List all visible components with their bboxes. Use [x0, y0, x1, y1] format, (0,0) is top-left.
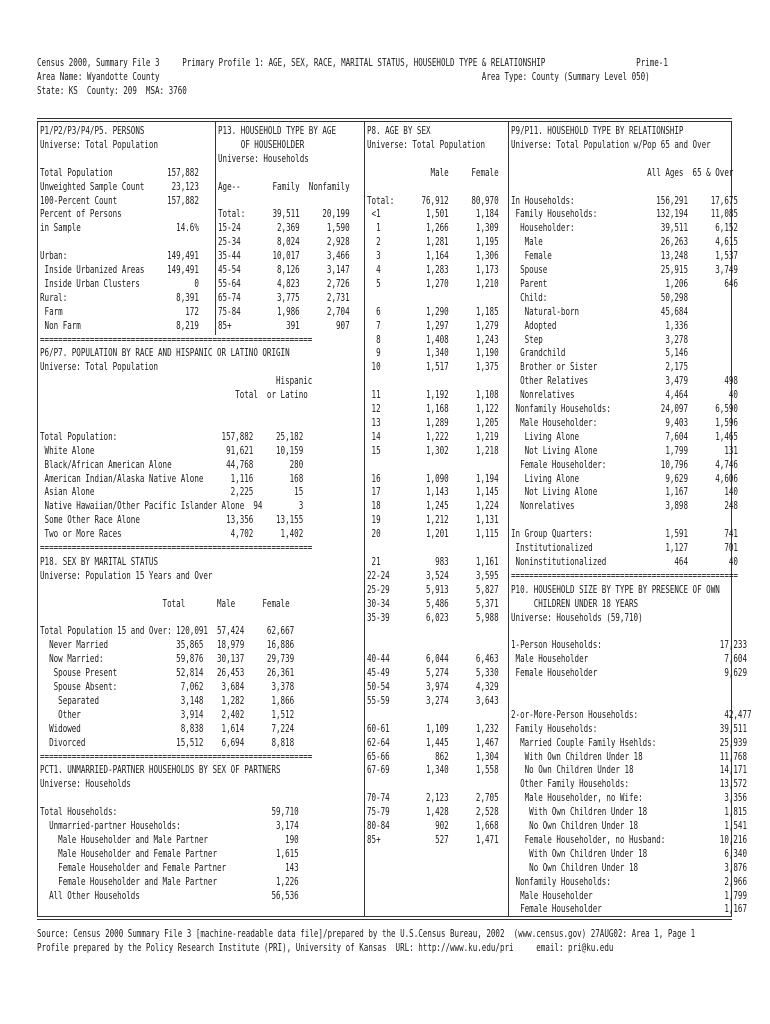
- col1-line: Widowed 8,838 1,614 7,224: [40, 723, 295, 735]
- frame-left: [37, 122, 38, 917]
- col3-line: 13 1,289 1,205: [367, 417, 499, 429]
- col1-line: 100-Percent Count 157,882: [40, 195, 199, 207]
- col3-line: 11 1,192 1,108: [367, 390, 499, 402]
- col1-line: Unweighted Sample Count 23,123: [40, 181, 199, 193]
- col1-line: Female Householder and Female Partner 143: [40, 862, 299, 874]
- col4-line: Female Householder 9,629: [511, 668, 748, 680]
- col1-line: P6/P7. POPULATION BY RACE AND HISPANIC OR LATINO ORIGIN: [40, 348, 290, 360]
- col3-line: 21 983 1,161: [367, 556, 499, 568]
- col1-line: Universe: Population 15 Years and Over: [40, 570, 213, 582]
- col1-line: Male Householder and Female Partner 1,615: [40, 848, 299, 860]
- col1-line: Universe: Households: [40, 779, 131, 791]
- col4-line: Universe: Total Population w/Pop 65 and Over: [511, 139, 711, 151]
- col2-line: 75-84 1,986 2,704: [218, 306, 350, 318]
- col3-line: Total: 76,912 80,970: [367, 195, 499, 207]
- col2-line: 55-64 4,823 2,726: [218, 278, 350, 290]
- col3-line: <1 1,501 1,184: [367, 209, 499, 221]
- col4-line: In Group Quarters: 1,591 741: [511, 529, 738, 541]
- col4-line: Male Householder: 9,403 1,596: [511, 417, 738, 429]
- col3-line: 9 1,340 1,190: [367, 348, 499, 360]
- col2-line: OF HOUSEHOLDER: [218, 139, 305, 151]
- col1-line: Divorced 15,512 6,694 8,818: [40, 737, 295, 749]
- col4-line: Married Couple Family Hsehlds: 25,939: [511, 737, 748, 749]
- col2-line: Age-- Family Nonfamily: [218, 181, 350, 193]
- col1-line: Total Households: 59,710: [40, 807, 299, 819]
- col4-line: CHILDREN UNDER 18 YEARS: [511, 598, 639, 610]
- col1-line: ============================================================: [40, 334, 313, 346]
- col1-line: Black/African American Alone 44,768 280: [40, 459, 304, 471]
- col1-line: Non Farm 8,219: [40, 320, 199, 332]
- col4-line: Female Householder, no Husband: 10,216: [511, 834, 748, 846]
- col1-line: ============================================================: [40, 543, 313, 554]
- col2-line: 65-74 3,775 2,731: [218, 292, 350, 304]
- col4-line: Natural-born 45,684: [511, 306, 689, 318]
- col4-line: Adopted 1,336: [511, 320, 689, 332]
- bottom-double-rule-2: [37, 919, 732, 920]
- col3-line: Male Female: [367, 167, 499, 179]
- col1-line: Universe: Total Population: [40, 362, 159, 374]
- col1-line: Farm 172: [40, 306, 199, 318]
- col1-line: Inside Urban Clusters 0: [40, 278, 199, 290]
- col3-line: 3 1,164 1,306: [367, 251, 499, 263]
- col3-line: 45-49 5,274 5,330: [367, 668, 499, 680]
- col1-line: American Indian/Alaska Native Alone 1,116 168: [40, 473, 304, 485]
- col4-line: With Own Children Under 18 6,340: [511, 848, 748, 860]
- col1-line: White Alone 91,621 10,159: [40, 445, 304, 457]
- col3-line: 75-79 1,428 2,528: [367, 807, 499, 819]
- footer-credit: Profile prepared by the Policy Research Institute (PRI), University of Kansas URL: http://www.ku.edu/pri email: pri@ku.edu: [37, 943, 614, 954]
- col3-line: 15 1,302 1,218: [367, 445, 499, 457]
- col3-line: Universe: Total Population: [367, 139, 486, 151]
- col1-line: Native Hawaiian/Other Pacific Islander Alone 94 3: [40, 501, 304, 513]
- col4-line: Other Family Households: 13,572: [511, 779, 748, 791]
- col1-line: Total Population 15 and Over: 120,091 57,424 62,667: [40, 626, 295, 638]
- col1-line: P1/P2/P3/P4/P5. PERSONS: [40, 126, 145, 137]
- col3-line: 40-44 6,044 6,463: [367, 654, 499, 666]
- col4-line: Child: 50,298: [511, 292, 689, 304]
- col1-line: Never Married 35,865 18,979 16,886: [40, 640, 295, 652]
- col3-line: 12 1,168 1,122: [367, 404, 499, 415]
- divider-col3-col4: [508, 122, 509, 917]
- col3-line: 2 1,281 1,195: [367, 237, 499, 249]
- col2-line: Universe: Households: [218, 153, 309, 165]
- col3-line: 1 1,266 1,309: [367, 223, 499, 235]
- col1-line: Rural: 8,391: [40, 292, 199, 304]
- col3-line: 22-24 3,524 3,595: [367, 570, 499, 582]
- col3-line: 14 1,222 1,219: [367, 431, 499, 443]
- col3-line: P8. AGE BY SEX: [367, 126, 431, 137]
- top-double-rule: [37, 118, 732, 119]
- col4-line: With Own Children Under 18 11,768: [511, 751, 748, 763]
- footer-source: Source: Census 2000 Summary File 3 [machine-readable data file]/prepared by the U.S.Census Bureau, 2002 (www.census.gov) 27AUG02: Area 1, Page 1: [37, 929, 696, 940]
- col1-line: Other 3,914 2,402 1,512: [40, 709, 295, 721]
- col1-line: Total Population 157,882: [40, 167, 199, 179]
- col4-line: Nonrelatives 3,898 248: [511, 501, 738, 513]
- col3-line: 65-66 862 1,304: [367, 751, 499, 763]
- col1-line: Separated 3,148 1,282 1,866: [40, 695, 295, 707]
- divider-col1-col2: [215, 122, 216, 335]
- col1-line: Two or More Races 4,702 1,402: [40, 529, 304, 541]
- col2-line: 35-44 10,017 3,466: [218, 251, 350, 263]
- col4-line: P10. HOUSEHOLD SIZE BY TYPE BY PRESENCE OF OWN: [511, 584, 720, 596]
- col1-line: Female Householder and Male Partner 1,226: [40, 876, 299, 888]
- col3-line: 55-59 3,274 3,643: [367, 695, 499, 707]
- col1-line: Some Other Race Alone 13,356 13,155: [40, 515, 304, 527]
- col3-line: 30-34 5,486 5,371: [367, 598, 499, 610]
- col4-line: Institutionalized 1,127 701: [511, 543, 738, 554]
- col4-line: Male Householder 1,799: [511, 890, 748, 902]
- col3-line: 50-54 3,974 4,329: [367, 682, 499, 693]
- col2-line: 45-54 8,126 3,147: [218, 265, 350, 276]
- col2-line: 85+ 391 907: [218, 320, 350, 332]
- col4-line: P9/P11. HOUSEHOLD TYPE BY RELATIONSHIP: [511, 126, 684, 137]
- col1-line: PCT1. UNMARRIED-PARTNER HOUSEHOLDS BY SEX OF PARTNERS: [40, 765, 281, 777]
- header-line-2: Area Name: Wyandotte County Area Type: County (Summary Level 050): [37, 72, 650, 83]
- col3-line: 25-29 5,913 5,827: [367, 584, 499, 596]
- col3-line: 7 1,297 1,279: [367, 320, 499, 332]
- col1-line: P18. SEX BY MARITAL STATUS: [40, 556, 159, 568]
- col1-line: Total or Latino: [40, 390, 308, 402]
- col1-line: Total Population: 157,882 25,182: [40, 431, 304, 443]
- col3-line: 8 1,408 1,243: [367, 334, 499, 346]
- col4-line: Female Householder: 10,796 4,746: [511, 459, 738, 471]
- bottom-double-rule: [37, 916, 732, 917]
- col3-line: 60-61 1,109 1,232: [367, 723, 499, 735]
- col4-line: Female Householder 1,167: [511, 904, 748, 916]
- col3-line: 4 1,283 1,173: [367, 265, 499, 276]
- col4-line: Living Alone 9,629 4,606: [511, 473, 738, 485]
- col4-line: Nonrelatives 4,464 40: [511, 390, 738, 402]
- col4-line: Brother or Sister 2,175: [511, 362, 689, 374]
- col4-line: Living Alone 7,604 1,465: [511, 431, 738, 443]
- col2-line: P13. HOUSEHOLD TYPE BY AGE: [218, 126, 337, 137]
- divider-col2-col3: [364, 122, 365, 917]
- col3-line: 10 1,517 1,375: [367, 362, 499, 374]
- col1-line: in Sample 14.6%: [40, 223, 199, 235]
- col4-line: Other Relatives 3,479 498: [511, 376, 738, 388]
- col3-line: 20 1,201 1,115: [367, 529, 499, 541]
- col4-line: Spouse 25,915 3,749: [511, 265, 738, 276]
- col3-line: 70-74 2,123 2,705: [367, 793, 499, 805]
- col4-line: Step 3,278: [511, 334, 689, 346]
- col4-line: Female 13,248 1,537: [511, 251, 738, 263]
- col4-line: No Own Children Under 18 1,541: [511, 821, 748, 832]
- col4-line: Not Living Alone 1,799 131: [511, 445, 738, 457]
- col1-line: Spouse Absent: 7,062 3,684 3,378: [40, 682, 295, 693]
- col3-line: 18 1,245 1,224: [367, 501, 499, 513]
- col1-line: All Other Households 56,536: [40, 890, 299, 902]
- col1-line: Hispanic: [40, 376, 313, 388]
- col4-line: Universe: Households (59,710): [511, 612, 643, 624]
- col4-line: Male 26,263 4,615: [511, 237, 738, 249]
- col3-line: 5 1,270 1,210: [367, 278, 499, 290]
- col3-line: 80-84 902 1,668: [367, 821, 499, 832]
- col3-line: 19 1,212 1,131: [367, 515, 499, 527]
- col3-line: 16 1,090 1,194: [367, 473, 499, 485]
- col3-line: 67-69 1,340 1,558: [367, 765, 499, 777]
- col4-line: Noninstitutionalized 464 40: [511, 556, 738, 568]
- col3-line: 85+ 527 1,471: [367, 834, 499, 846]
- col4-line: Nonfamily Households: 24,097 6,590: [511, 404, 738, 415]
- col4-line: ==================================================: [511, 570, 738, 582]
- header-line-1: Census 2000, Summary File 3 Primary Profile 1: AGE, SEX, RACE, MARITAL STATUS, HOUSEHOLD TYPE & RELATIONSHIP Prime-1: [37, 58, 668, 69]
- col1-line: Male Householder and Male Partner 190: [40, 834, 299, 846]
- col3-line: 62-64 1,445 1,467: [367, 737, 499, 749]
- col1-line: ============================================================: [40, 751, 313, 763]
- col4-line: No Own Children Under 18 14,171: [511, 765, 748, 777]
- col4-line: In Households: 156,291 17,675: [511, 195, 738, 207]
- col3-line: 17 1,143 1,145: [367, 487, 499, 499]
- col4-line: Parent 1,206 646: [511, 278, 738, 290]
- col4-line: Male Householder, no Wife: 3,356: [511, 793, 748, 805]
- col1-line: Total Male Female: [40, 598, 290, 610]
- col4-line: With Own Children Under 18 1,815: [511, 807, 748, 819]
- col4-line: All Ages 65 & Over: [511, 167, 734, 179]
- col1-line: Percent of Persons: [40, 209, 122, 221]
- col4-line: No Own Children Under 18 3,876: [511, 862, 748, 874]
- col4-line: Grandchild 5,146: [511, 348, 689, 360]
- header-line-3: State: KS County: 209 MSA: 3760: [37, 86, 187, 97]
- col1-line: Urban: 149,491: [40, 251, 199, 263]
- col1-line: Spouse Present 52,814 26,453 26,361: [40, 668, 295, 680]
- col4-line: 2-or-More-Person Households: 42,477: [511, 709, 752, 721]
- col4-line: Family Households: 132,194 11,085: [511, 209, 738, 221]
- col1-line: Universe: Total Population: [40, 139, 159, 151]
- col2-line: 15-24 2,369 1,590: [218, 223, 350, 235]
- col2-line: Total: 39,511 20,199: [218, 209, 350, 221]
- col1-line: Unmarried-partner Households: 3,174: [40, 821, 299, 832]
- col1-line: Now Married: 59,876 30,137 29,739: [40, 654, 295, 666]
- col3-line: 6 1,290 1,185: [367, 306, 499, 318]
- col4-line: Male Householder 7,604: [511, 654, 748, 666]
- col2-line: 25-34 8,024 2,928: [218, 237, 350, 249]
- col4-line: Nonfamily Households: 2,966: [511, 876, 748, 888]
- col4-line: Householder: 39,511 6,152: [511, 223, 738, 235]
- col1-line: Asian Alone 2,225 15: [40, 487, 304, 499]
- col4-line: 1-Person Households: 17,233: [511, 640, 748, 652]
- col1-line: Inside Urbanized Areas 149,491: [40, 265, 199, 276]
- col4-line: Family Households: 39,511: [511, 723, 748, 735]
- top-double-rule-2: [37, 121, 732, 122]
- col4-line: Not Living Alone 1,167 140: [511, 487, 738, 499]
- col3-line: 35-39 6,023 5,988: [367, 612, 499, 624]
